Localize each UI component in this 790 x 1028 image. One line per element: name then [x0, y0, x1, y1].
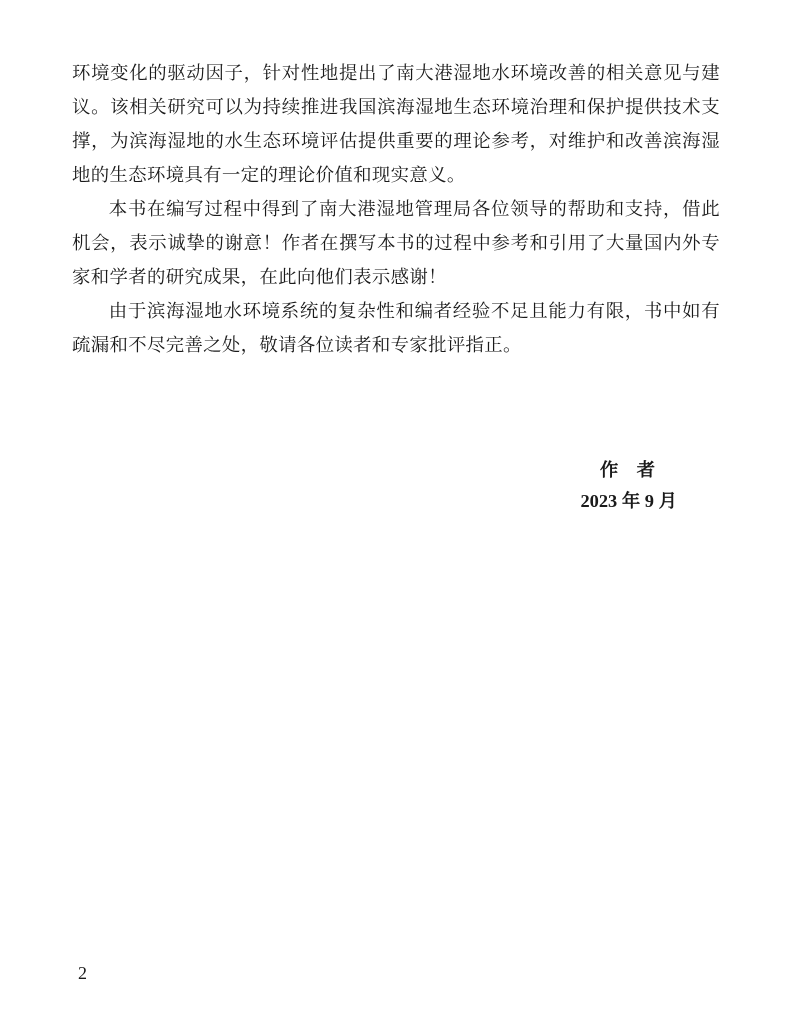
- paragraph-continuation: 环境变化的驱动因子，针对性地提出了南大港湿地水环境改善的相关意见与建议。该相关研究可以为持续推进我国滨海湿地生态环境治理和保护提供技术支撑，为滨海湿地的水生态环境评估提供重要的理论参考，对维护和改善滨海湿地的生态环境具有一定的理论价值和现实意义。: [72, 63, 720, 186]
- signature-author: 作 者: [599, 460, 655, 481]
- signature-date: 2023 年 9 月: [580, 491, 677, 511]
- paragraph-acknowledgement: 本书在编写过程中得到了南大港湿地管理局各位领导的帮助和支持，借此机会，表示诚挚的谢意！作者在撰写本书的过程中参考和引用了大量国内外专家和学者的研究成果，在此向他们表示感谢！: [72, 199, 720, 288]
- signature-block: [580, 456, 677, 516]
- page-number: 2: [78, 963, 87, 983]
- body-text: [72, 57, 720, 363]
- paragraph-disclaimer: 由于滨海湿地水环境系统的复杂性和编者经验不足且能力有限，书中如有疏漏和不尽完善之处，敬请各位读者和专家批评指正。: [72, 301, 720, 356]
